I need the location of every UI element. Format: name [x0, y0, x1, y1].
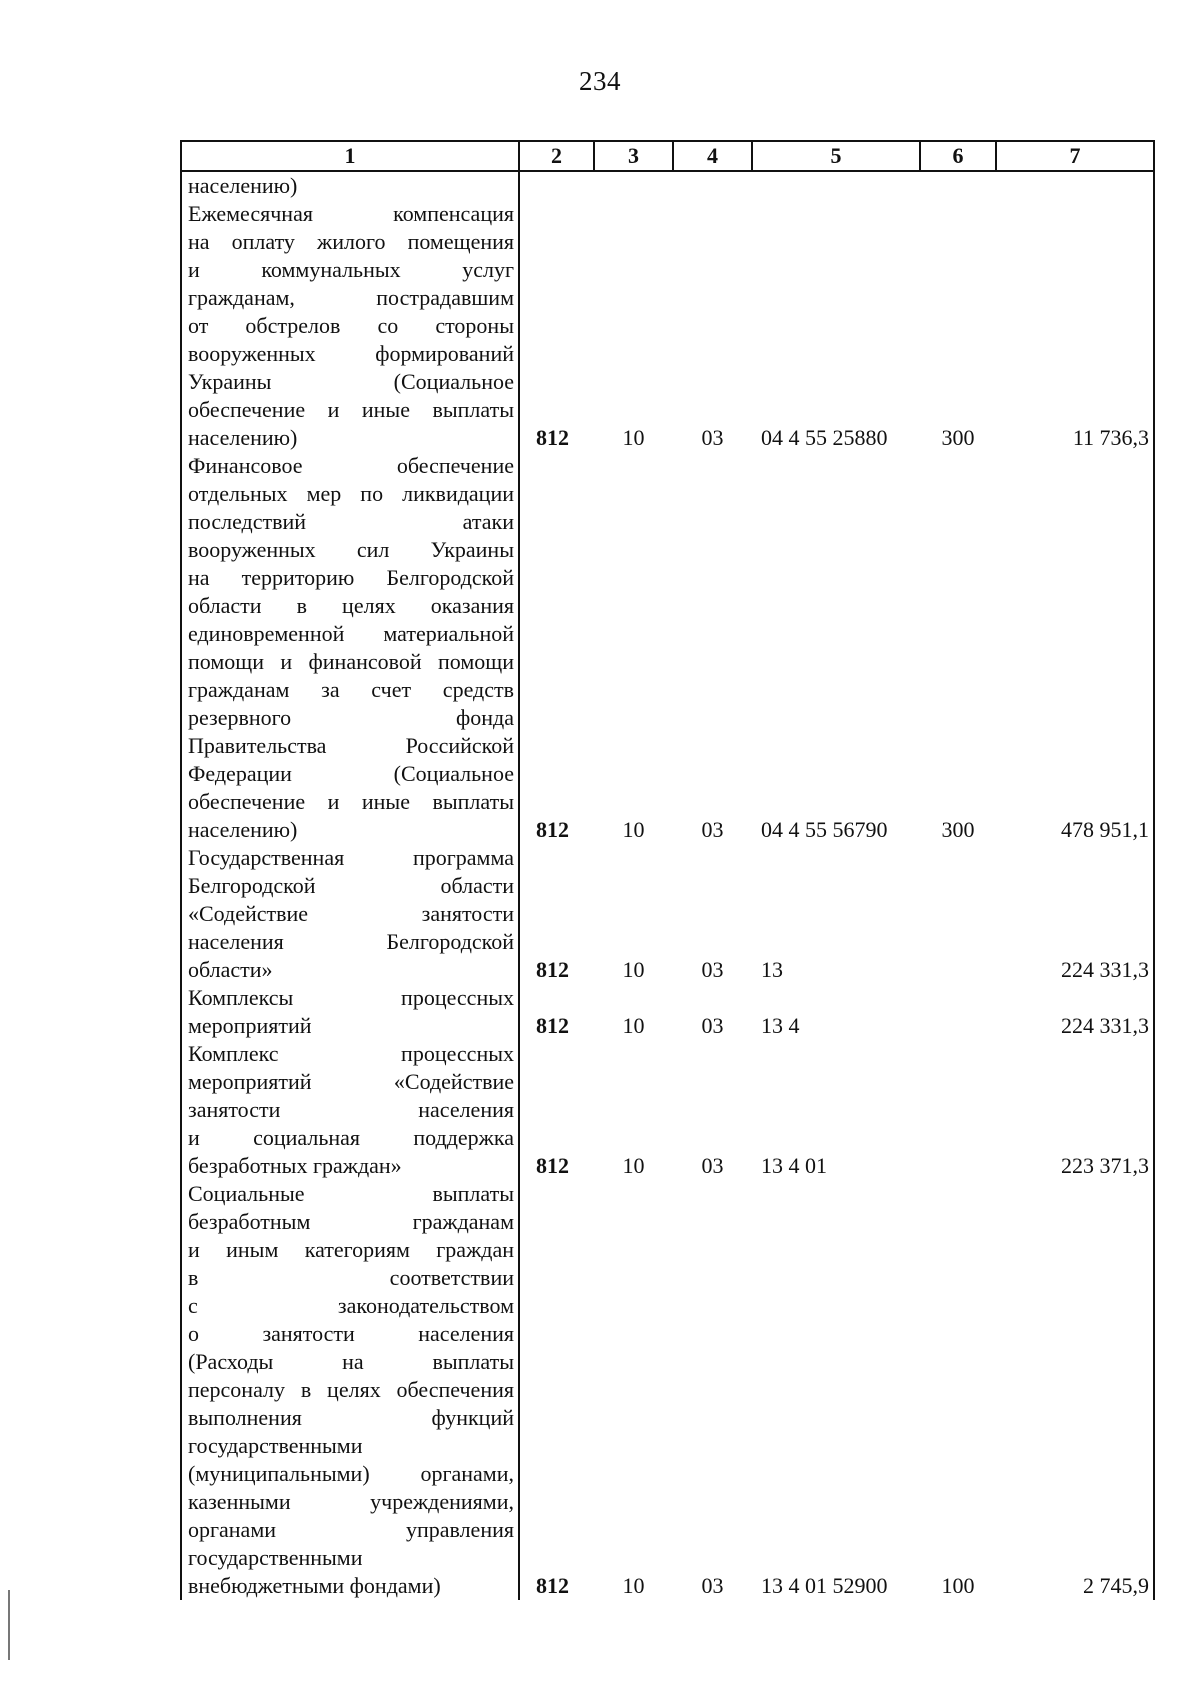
table-row: [181, 1040, 1154, 1180]
cell-target-article: 13 4: [761, 1013, 800, 1038]
description-line: казенными учреждениями,: [188, 1489, 514, 1514]
description-line: Финансовое обеспечение: [188, 453, 514, 478]
column-header-2: 2: [519, 141, 594, 171]
description-line: помощи и финансовой помощи: [188, 649, 514, 674]
table-header: [181, 141, 1154, 171]
description-line: области в целях оказания: [188, 593, 514, 618]
description-line: безработным гражданам: [188, 1209, 514, 1234]
cell-administrator-code: 812: [536, 1573, 569, 1598]
table-row: [181, 984, 1154, 1040]
description-line: с законодательством: [188, 1293, 514, 1318]
column-header-6: 6: [920, 141, 996, 171]
description-line: обеспечение и иные выплаты: [188, 789, 514, 814]
description-line: обеспечение и иные выплаты: [188, 397, 514, 422]
table-row: [181, 171, 1154, 200]
margin-mark: [8, 1590, 10, 1660]
description-line: гражданам за счет средств: [188, 677, 514, 702]
description-line: последствий атаки: [188, 509, 514, 534]
description-line: (муниципальными) органами,: [188, 1461, 514, 1486]
description-line: внебюджетными фондами): [188, 1573, 441, 1598]
cell-amount: 223 371,3: [996, 1040, 1154, 1180]
table-row: [181, 844, 1154, 984]
cell-subsection: 03: [701, 817, 724, 842]
cell-subsection: 03: [701, 957, 724, 982]
description-line: персоналу в целях обеспечения: [188, 1377, 514, 1402]
cell-subsection: 03: [701, 425, 724, 450]
cell-amount: 478 951,1: [996, 452, 1154, 844]
cell-administrator-code: 812: [536, 1153, 569, 1178]
description-line: Государственная программа: [188, 845, 514, 870]
cell-amount: 224 331,3: [996, 984, 1154, 1040]
description-line: на территорию Белгородской: [188, 565, 514, 590]
cell-expense-type: 300: [941, 425, 975, 450]
description-line: гражданам, пострадавшим: [188, 285, 514, 310]
cell-administrator-code: [519, 171, 594, 200]
description-line: населению): [188, 173, 298, 198]
cell-section: [594, 171, 673, 200]
description-line: Правительства Российской: [188, 733, 514, 758]
cell-amount: 11 736,3: [996, 200, 1154, 452]
description-line: о занятости населения: [188, 1321, 514, 1346]
cell-section: 10: [622, 957, 645, 982]
cell-expense-type: [920, 984, 996, 1040]
description-line: Комплексы процессных: [188, 985, 514, 1010]
column-header-7: 7: [996, 141, 1154, 171]
description-line: (Расходы на выплаты: [188, 1349, 514, 1374]
description-line: государственными: [188, 1433, 363, 1458]
cell-administrator-code: 812: [536, 957, 569, 982]
column-header-3: 3: [594, 141, 673, 171]
cell-target-article: 13: [761, 957, 783, 982]
cell-target-article: 13 4 01 52900: [761, 1573, 888, 1598]
cell-expense-type: [920, 844, 996, 984]
cell-section: 10: [622, 817, 645, 842]
description-line: Комплекс процессных: [188, 1041, 514, 1066]
cell-target-article: 13 4 01: [761, 1153, 827, 1178]
cell-administrator-code: 812: [536, 817, 569, 842]
cell-subsection: 03: [701, 1153, 724, 1178]
cell-subsection: [673, 171, 752, 200]
description-line: населения Белгородской: [188, 929, 514, 954]
cell-subsection: 03: [701, 1013, 724, 1038]
cell-administrator-code: 812: [536, 425, 569, 450]
row-description: [181, 171, 519, 200]
description-line: выполнения функций: [188, 1405, 514, 1430]
description-line: населению): [188, 817, 298, 842]
cell-target-article: 04 4 55 56790: [761, 817, 888, 842]
cell-amount: 2 745,9: [996, 1180, 1154, 1600]
row-description: [181, 1040, 519, 1180]
description-line: вооруженных формирований: [188, 341, 514, 366]
description-line: мероприятий: [188, 1013, 312, 1038]
row-description: [181, 452, 519, 844]
cell-expense-type: [920, 171, 996, 200]
page-number: 234: [579, 66, 621, 96]
cell-section: 10: [622, 1153, 645, 1178]
description-line: государственными: [188, 1545, 363, 1570]
cell-section: 10: [622, 425, 645, 450]
description-line: занятости населения: [188, 1097, 514, 1122]
description-line: мероприятий «Содействие: [188, 1069, 514, 1094]
description-line: Социальные выплаты: [188, 1181, 514, 1206]
description-line: от обстрелов со стороны: [188, 313, 514, 338]
description-line: резервного фонда: [188, 705, 514, 730]
cell-expense-type: 300: [941, 817, 975, 842]
budget-table: [180, 140, 1155, 1600]
table-body: [181, 171, 1154, 1600]
description-line: Украины (Социальное: [188, 369, 514, 394]
description-line: населению): [188, 425, 298, 450]
table-row: [181, 200, 1154, 452]
description-line: в соответствии: [188, 1265, 514, 1290]
cell-amount: 224 331,3: [996, 844, 1154, 984]
description-line: области»: [188, 957, 273, 982]
table-row: [181, 1180, 1154, 1600]
description-line: органами управления: [188, 1517, 514, 1542]
cell-subsection: 03: [701, 1573, 724, 1598]
row-description: [181, 200, 519, 452]
description-line: единовременной материальной: [188, 621, 514, 646]
cell-section: 10: [622, 1013, 645, 1038]
column-header-1: 1: [181, 141, 519, 171]
cell-target-article: [752, 171, 920, 200]
cell-expense-type: [920, 1040, 996, 1180]
description-line: Ежемесячная компенсация: [188, 201, 514, 226]
description-line: вооруженных сил Украины: [188, 537, 514, 562]
description-line: и коммунальных услуг: [188, 257, 514, 282]
row-description: [181, 844, 519, 984]
description-line: «Содействие занятости: [188, 901, 514, 926]
description-line: Белгородской области: [188, 873, 514, 898]
cell-target-article: 04 4 55 25880: [761, 425, 888, 450]
table-row: [181, 452, 1154, 844]
cell-section: 10: [622, 1573, 645, 1598]
description-line: безработных граждан»: [188, 1153, 402, 1178]
row-description: [181, 984, 519, 1040]
column-header-4: 4: [673, 141, 752, 171]
column-header-5: 5: [752, 141, 920, 171]
cell-amount: [996, 171, 1154, 200]
description-line: и социальная поддержка: [188, 1125, 514, 1150]
description-line: на оплату жилого помещения: [188, 229, 514, 254]
cell-expense-type: 100: [941, 1573, 975, 1598]
cell-administrator-code: 812: [536, 1013, 569, 1038]
description-line: Федерации (Социальное: [188, 761, 514, 786]
description-line: отдельных мер по ликвидации: [188, 481, 514, 506]
row-description: [181, 1180, 519, 1600]
description-line: и иным категориям граждан: [188, 1237, 514, 1262]
